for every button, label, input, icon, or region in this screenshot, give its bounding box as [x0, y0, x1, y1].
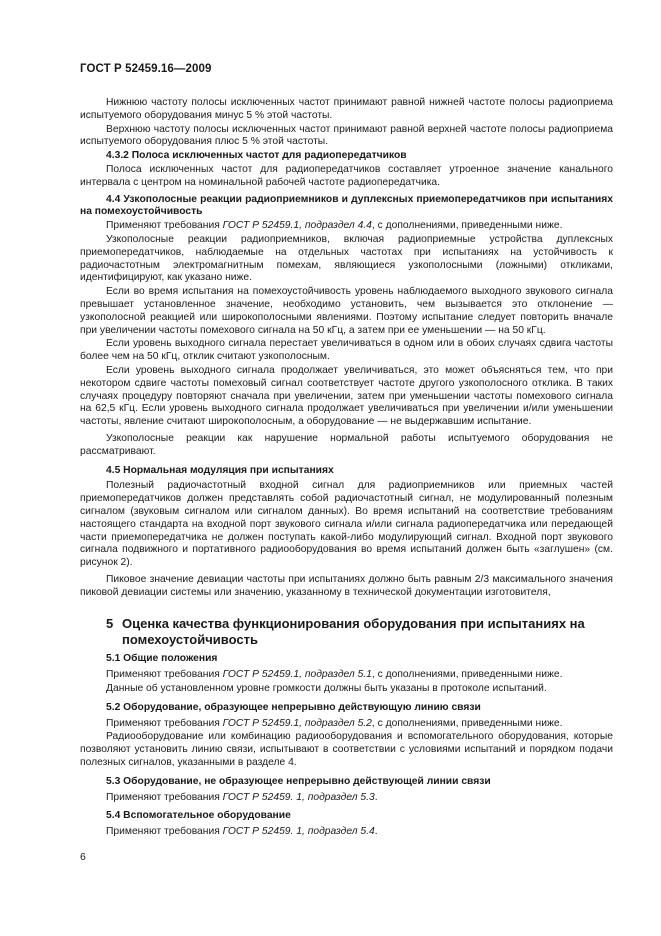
section-heading-5: [80, 616, 613, 647]
paragraph: Нижнюю частоту полосы исключенных частот принимают равной нижней частоте полосы радиоприема испытуемого оборудования минус 5 % этой частоты.: [80, 97, 613, 121]
subsection-heading-4-4: 4.4 Узкополосные реакции радиоприемников и дуплексных приемопередатчиков при испытаниях на помехоустойчивость: [80, 193, 613, 218]
paragraph: Если уровень выходного сигнала перестает увеличиваться в одном или в обоих случаях сдвига частоты более чем на 50 кГц, отклик считают узкополосным.: [80, 338, 613, 363]
paragraph: Пиковое значение девиации частоты при испытаниях должно быть равным 2/3 максимального значения пиковой девиации системы или значению, указанному в технической документации изготовителя,: [80, 573, 613, 598]
section-title: Оценка качества функционирования оборудования при испытаниях на помехоустойчивость: [122, 616, 585, 647]
page-body: [80, 97, 613, 840]
standard-reference: ГОСТ Р 52459.1, подраздел 4.4: [222, 220, 372, 232]
paragraph: Радиооборудование или комбинацию радиооборудования и вспомогательного оборудования, которые позволяют установить линию связи, испытывают в соответствии с условиями испытаний и порядком подачи полезных сигналов, указанными в разделе 4.: [80, 731, 613, 769]
paragraph: Полоса исключенных частот для радиопередатчиков составляет утроенное значение канального интервала с центром на номинальной рабочей частоте радиопередатчика.: [80, 163, 613, 188]
paragraph: Узкополосные реакции как нарушение нормальной работы испытуемого оборудования не рассматривают.: [80, 432, 613, 457]
paragraph: Если уровень выходного сигнала продолжает увеличиваться, это может объясняться тем, что при некотором сдвиге частоты помеховый сигнал соответствует частоте другого узкополосного отклика. В таких случаях процедуру повторяют сначала при увеличении, затем при уменьшении частоты помехового сигнала на 62,5 кГц. Если уровень выходного сигнала продолжает увеличиваться при увеличении и/или уменьшении частоты, явление считают широкополосным, а оборудование — не выдержавшим испытание.: [80, 364, 613, 428]
subsection-heading-5-1: 5.1 Общие положения: [106, 653, 218, 665]
paragraph-reference: Применяют требования ГОСТ Р 52459.1, подраздел 5.2, с дополнениями, приведенными ниже.: [106, 717, 563, 729]
paragraph-reference: Применяют требования ГОСТ Р 52459.1, подраздел 4.4, с дополнениями, приведенными ниже.: [106, 220, 563, 232]
standard-reference: ГОСТ Р 52459. 1, подраздел 5.4: [222, 826, 375, 838]
subsection-heading-5-4: 5.4 Вспомогательное оборудование: [106, 810, 291, 822]
subsection-heading-4-5: 4.5 Нормальная модуляция при испытаниях: [106, 464, 334, 476]
subsection-heading-5-2: 5.2 Оборудование, образующее непрерывно действующую линию связи: [106, 701, 481, 713]
paragraph-reference: Применяют требования ГОСТ Р 52459. 1, подраздел 5.4.: [106, 826, 378, 838]
paragraph: Узкополосные реакции радиоприемников, включая радиоприемные устройства дуплексных приемопередатчиков, наблюдаемые на отдельных частотах при испытаниях на устойчивость к радиочастотным электромагнитным помехам, являющиеся узкополосными (ложными) откликами, идентифицируют, как указано ниже.: [80, 233, 613, 284]
page-number: 6: [80, 851, 86, 863]
paragraph-reference: Применяют требования ГОСТ Р 52459. 1, подраздел 5.3.: [106, 791, 378, 803]
section-number: 5: [106, 616, 114, 632]
subsection-heading-5-3: 5.3 Оборудование, не образующее непрерывно действующей линии связи: [106, 775, 491, 787]
paragraph: Если во время испытания на помехоустойчивость уровень наблюдаемого выходного звукового сигнала превышает установленное значение, необходимо установить, чем вызывается это отклонение — узкополосной реакцией или широкополосными явлениями. Поэтому испытание следует повторить вначале при увеличении частоты помехового сигнала на 50 кГц, а затем при ее уменьшении — на 50 кГц.: [80, 286, 613, 336]
subsection-heading-4-3-2: 4.3.2 Полоса исключенных частот для радиопередатчиков: [106, 150, 407, 162]
paragraph-reference: Применяют требования ГОСТ Р 52459.1, подраздел 5.1, с дополнениями, приведенными ниже.: [106, 669, 563, 681]
standard-reference: ГОСТ Р 52459.1, подраздел 5.1: [222, 669, 372, 681]
paragraph: Верхнюю частоту полосы исключенных частот принимают равной верхней частоте полосы радиоприема испытуемого оборудования плюс 5 % этой частоты.: [80, 123, 613, 148]
standard-reference: ГОСТ Р 52459.1, подраздел 5.2: [222, 717, 372, 729]
paragraph: Полезный радиочастотный входной сигнал для радиоприемников или приемных частей приемопередатчиков должен представлять собой радиочастотный сигнал, не модулированный полезным сигналом (звуковым сигналом или сигналом данных). Во время испытаний на соответствие требованиям настоящего стандарта на входной порт звукового сигнала и/или сигнала радиопередатчика или передающей части приемопередатчика не должен поступать какой-либо модулирующий сигнал. Входной порт звукового сигнала подвижного и портативного радиооборудования во время испытаний должен быть «заглушен» (см. рисунок 2).: [80, 480, 613, 569]
standard-reference: ГОСТ Р 52459. 1, подраздел 5.3: [222, 791, 375, 803]
document-header: ГОСТ Р 52459.16—2009: [80, 63, 212, 75]
paragraph: Данные об установленном уровне громкости должны быть указаны в протоколе испытаний.: [106, 683, 547, 695]
